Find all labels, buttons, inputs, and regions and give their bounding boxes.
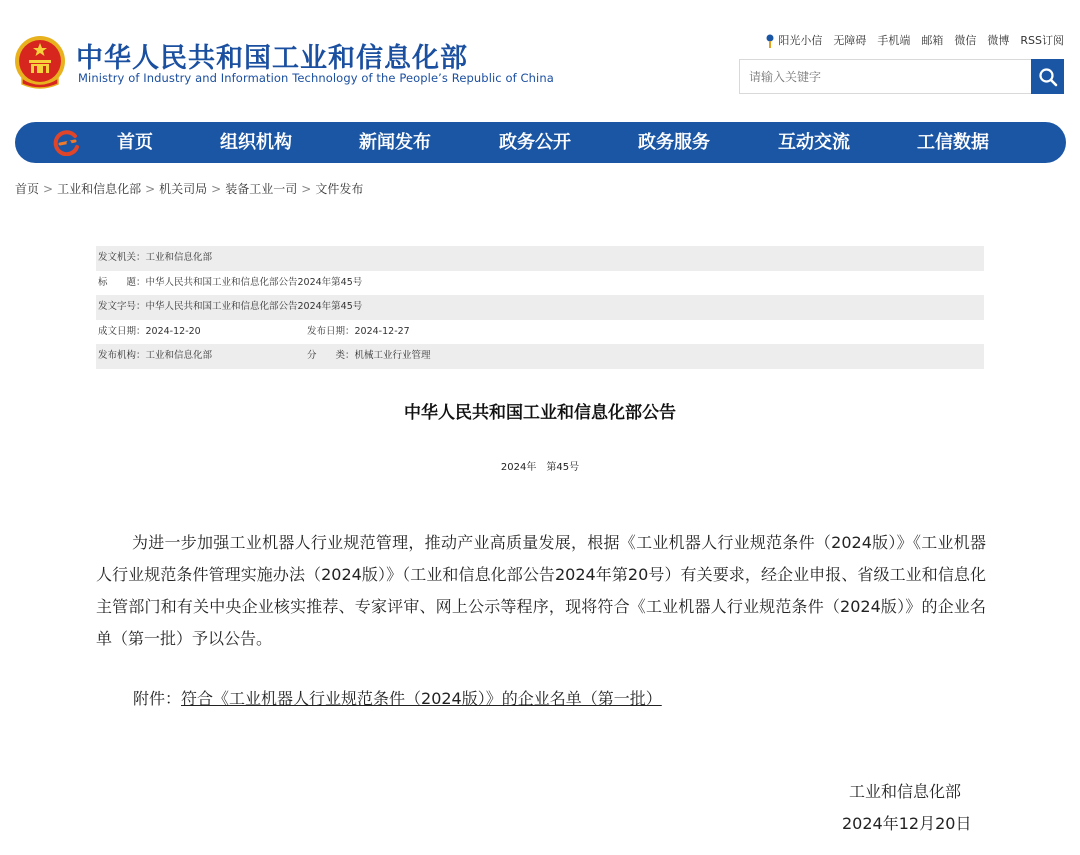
attachment-link[interactable]: 符合《工业机器人行业规范条件（2024版）》的企业名单（第一批） (181, 689, 662, 708)
nav-item-home[interactable]: 首页 (117, 132, 153, 153)
main-nav (15, 122, 1066, 163)
signature-date: 2024年12月20日 (842, 814, 972, 833)
search-box (739, 59, 1064, 94)
search-icon (1038, 67, 1058, 87)
document-meta-table (96, 246, 984, 369)
toplink-weibo[interactable]: 微博 (987, 34, 1010, 47)
nav-item-gov-affairs[interactable]: 政务公开 (499, 132, 571, 153)
toplink-mobile[interactable]: 手机端 (877, 34, 911, 47)
toplink-wechat[interactable]: 微信 (954, 34, 977, 47)
top-links (765, 32, 1064, 48)
meta-row-dates (96, 320, 984, 345)
miit-logo-icon[interactable] (53, 130, 81, 156)
breadcrumb-documents[interactable]: 文件发布 (315, 182, 364, 196)
signature-org: 工业和信息化部 (849, 782, 962, 801)
meta-published-date: 发布日期：2024-12-27 (307, 325, 410, 337)
toplink-rss[interactable]: RSS订阅 (1020, 34, 1064, 47)
nav-item-data[interactable]: 工信数据 (917, 132, 989, 153)
toplink-label: 阳光小信 (778, 34, 823, 47)
breadcrumb-separator: > (211, 182, 222, 196)
breadcrumb-equipment-dept[interactable]: 装备工业一司 (225, 182, 298, 196)
meta-publishing-org: 发布机构：工业和信息化部 (98, 350, 213, 361)
meta-doc-number: 发文字号：中华人民共和国工业和信息化部公告2024年第45号 (98, 301, 363, 312)
search-input[interactable] (740, 60, 1032, 93)
document-body: 为进一步加强工业机器人行业规范管理，推动产业高质量发展，根据《工业机器人行业规范条件（2024版）》《工业机器人行业规范条件管理实施办法（2024版）》（工业和信息化部公告2024年第20号）有关要求，经企业申报、省级工业和信息化主管部门和有关中央企业核实推荐、专家评审、网上公示等程序，现将符合《工业机器人行业规范条件（2024版）》的企业名单（第一批）予以公告。 (96, 533, 986, 648)
toplink-accessibility[interactable]: 无障碍 (833, 34, 867, 47)
site-subtitle: Ministry of Industry and Information Technology of the People’s Republic of China (78, 71, 554, 85)
meta-row-issuer (96, 246, 984, 271)
attachment (133, 686, 662, 709)
nav-item-organization[interactable]: 组织机构 (220, 132, 292, 153)
meta-row-title (96, 271, 984, 296)
meta-created-date: 成文日期：2024-12-20 (98, 325, 201, 337)
breadcrumb (15, 180, 363, 197)
site-title[interactable]: 中华人民共和国工业和信息化部 (76, 43, 468, 74)
meta-category: 分 类：机械工业行业管理 (307, 350, 431, 361)
national-emblem-icon[interactable] (14, 34, 66, 90)
meta-title: 标 题：中华人民共和国工业和信息化部公告2024年第45号 (98, 276, 363, 288)
toplink-sunshine[interactable] (765, 32, 822, 48)
attachment-label: 附件： (133, 689, 182, 708)
nav-item-interaction[interactable]: 互动交流 (778, 132, 850, 153)
toplink-mail[interactable]: 邮箱 (921, 34, 944, 47)
meta-issuer: 发文机关：工业和信息化部 (98, 252, 213, 263)
breadcrumb-separator: > (301, 182, 312, 196)
meta-row-org (96, 344, 984, 369)
document-number: 2024年 第45号 (500, 462, 580, 473)
search-button[interactable] (1031, 59, 1064, 94)
nav-item-news[interactable]: 新闻发布 (359, 132, 431, 153)
breadcrumb-miit[interactable]: 工业和信息化部 (57, 182, 142, 196)
document-title: 中华人民共和国工业和信息化部公告 (404, 403, 676, 423)
sunshine-xiaoxin-icon (765, 34, 775, 48)
breadcrumb-home[interactable]: 首页 (15, 182, 40, 196)
nav-item-gov-services[interactable]: 政务服务 (638, 132, 710, 153)
breadcrumb-departments[interactable]: 机关司局 (159, 182, 208, 196)
breadcrumb-separator: > (43, 182, 54, 196)
breadcrumb-separator: > (145, 182, 156, 196)
site-header (0, 0, 1080, 110)
meta-row-doc-no (96, 295, 984, 320)
